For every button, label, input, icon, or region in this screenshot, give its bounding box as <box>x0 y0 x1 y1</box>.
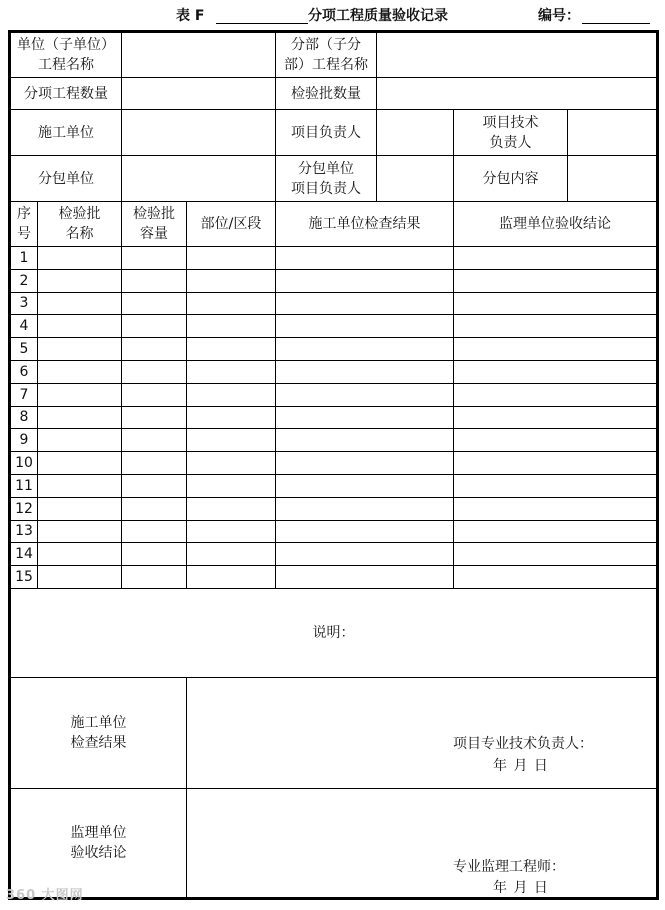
row-cell[interactable] <box>122 383 187 406</box>
number-label: 编号： <box>538 8 580 24</box>
row-cell[interactable] <box>122 520 187 543</box>
item-count-value[interactable] <box>122 78 276 110</box>
page-title: 分项工程质量验收记录 <box>308 8 448 24</box>
contractor-check-label: 施工单位 检查结果 <box>10 677 187 788</box>
row-cell[interactable] <box>187 497 276 520</box>
row-number: 10 <box>10 452 38 475</box>
row-number: 1 <box>10 247 38 270</box>
notes-cell[interactable] <box>10 588 658 677</box>
row-cell[interactable] <box>187 383 276 406</box>
row-number: 2 <box>10 269 38 292</box>
row-number: 14 <box>10 543 38 566</box>
row-cell[interactable] <box>454 452 658 475</box>
row-cell[interactable] <box>122 543 187 566</box>
supervision-check-label: 监理单位 验收结论 <box>10 788 187 898</box>
table-row <box>10 269 658 292</box>
sub-content-value[interactable] <box>568 156 658 202</box>
subcontractor-value[interactable] <box>122 156 276 202</box>
row-cell[interactable] <box>122 338 187 361</box>
quantity-row <box>10 78 658 110</box>
row-cell[interactable] <box>276 247 454 270</box>
inspection-form-table <box>8 30 659 900</box>
table-row <box>10 474 658 497</box>
row-cell[interactable] <box>454 247 658 270</box>
table-row <box>10 429 658 452</box>
row-cell[interactable] <box>187 429 276 452</box>
sub-manager-label: 分包单位 项目负责人 <box>276 156 377 202</box>
batch-count-value[interactable] <box>377 78 658 110</box>
row-number: 6 <box>10 360 38 383</box>
row-cell[interactable] <box>454 520 658 543</box>
row-cell[interactable] <box>187 452 276 475</box>
row-cell[interactable] <box>276 360 454 383</box>
row-cell[interactable] <box>38 315 122 338</box>
row-cell[interactable] <box>276 406 454 429</box>
row-cell[interactable] <box>122 360 187 383</box>
table-row <box>10 543 658 566</box>
row-cell[interactable] <box>122 406 187 429</box>
col-supervision-conclusion: 监理单位验收结论 <box>454 202 658 247</box>
title-underline <box>216 8 308 24</box>
subcontractor-label: 分包单位 <box>10 156 122 202</box>
row-cell[interactable] <box>276 474 454 497</box>
table-row <box>10 360 658 383</box>
row-cell[interactable] <box>276 429 454 452</box>
row-cell[interactable] <box>187 360 276 383</box>
row-cell[interactable] <box>454 497 658 520</box>
row-cell[interactable] <box>122 429 187 452</box>
subcontractor-row <box>10 156 658 202</box>
division-project-name-value[interactable] <box>377 32 658 78</box>
row-cell[interactable] <box>38 497 122 520</box>
contractor-value[interactable] <box>122 110 276 156</box>
row-cell[interactable] <box>38 520 122 543</box>
table-row <box>10 520 658 543</box>
row-cell[interactable] <box>38 247 122 270</box>
table-row <box>10 406 658 429</box>
row-cell[interactable] <box>122 292 187 315</box>
project-manager-label: 项目负责人 <box>276 110 377 156</box>
row-number: 5 <box>10 338 38 361</box>
row-cell[interactable] <box>187 247 276 270</box>
table-row <box>10 566 658 589</box>
row-cell[interactable] <box>122 474 187 497</box>
notes-label: 说明： <box>312 624 355 641</box>
row-cell[interactable] <box>38 292 122 315</box>
number-field[interactable] <box>582 8 650 24</box>
unit-project-name-label: 单位（子单位） 工程名称 <box>10 32 122 78</box>
col-check-result: 施工单位检查结果 <box>276 202 454 247</box>
contractor-signer-label: 项目专业技术负责人： <box>453 735 593 752</box>
row-number: 8 <box>10 406 38 429</box>
contractor-check-row <box>10 677 658 788</box>
row-cell[interactable] <box>38 406 122 429</box>
project-name-row <box>10 32 658 78</box>
row-cell[interactable] <box>38 383 122 406</box>
unit-project-name-value[interactable] <box>122 32 276 78</box>
table-row <box>10 292 658 315</box>
row-number: 9 <box>10 429 38 452</box>
row-cell[interactable] <box>276 452 454 475</box>
row-cell[interactable] <box>454 338 658 361</box>
row-number: 13 <box>10 520 38 543</box>
row-cell[interactable] <box>187 543 276 566</box>
supervision-signer-label: 专业监理工程师： <box>453 858 565 875</box>
row-cell[interactable] <box>38 269 122 292</box>
row-number: 7 <box>10 383 38 406</box>
row-cell[interactable] <box>38 566 122 589</box>
table-row <box>10 315 658 338</box>
row-cell[interactable] <box>38 543 122 566</box>
row-cell[interactable] <box>454 474 658 497</box>
row-cell[interactable] <box>276 269 454 292</box>
contractor-check-area[interactable] <box>187 677 658 788</box>
contractor-row <box>10 110 658 156</box>
row-cell[interactable] <box>454 292 658 315</box>
table-row <box>10 383 658 406</box>
project-manager-value[interactable] <box>377 110 454 156</box>
sub-manager-value[interactable] <box>377 156 454 202</box>
tech-lead-value[interactable] <box>568 110 658 156</box>
row-cell[interactable] <box>38 452 122 475</box>
row-cell[interactable] <box>187 520 276 543</box>
row-cell[interactable] <box>276 338 454 361</box>
col-batch-capacity: 检验批 容量 <box>122 202 187 247</box>
column-header-row <box>10 202 658 247</box>
row-cell[interactable] <box>454 429 658 452</box>
table-row <box>10 497 658 520</box>
table-number: 表 F <box>176 8 205 24</box>
row-cell[interactable] <box>454 360 658 383</box>
row-cell[interactable] <box>276 383 454 406</box>
division-project-name-label: 分部（子分 部）工程名称 <box>276 32 377 78</box>
row-cell[interactable] <box>122 315 187 338</box>
row-cell[interactable] <box>187 338 276 361</box>
row-cell[interactable] <box>276 520 454 543</box>
col-batch-name: 检验批 名称 <box>38 202 122 247</box>
supervision-sign-date: 年 月 日 <box>493 879 548 896</box>
row-cell[interactable] <box>454 543 658 566</box>
supervision-check-row <box>10 788 658 898</box>
row-cell[interactable] <box>187 406 276 429</box>
row-cell[interactable] <box>454 315 658 338</box>
row-cell[interactable] <box>187 315 276 338</box>
row-cell[interactable] <box>122 566 187 589</box>
row-number: 4 <box>10 315 38 338</box>
row-cell[interactable] <box>276 292 454 315</box>
notes-row <box>10 588 658 677</box>
row-cell[interactable] <box>276 543 454 566</box>
row-cell[interactable] <box>276 566 454 589</box>
col-section: 部位/区段 <box>187 202 276 247</box>
row-number: 3 <box>10 292 38 315</box>
row-cell[interactable] <box>187 292 276 315</box>
row-cell[interactable] <box>38 474 122 497</box>
row-cell[interactable] <box>122 452 187 475</box>
row-cell[interactable] <box>187 269 276 292</box>
row-number: 12 <box>10 497 38 520</box>
tech-lead-label: 项目技术 负责人 <box>454 110 568 156</box>
table-row <box>10 338 658 361</box>
row-cell[interactable] <box>38 360 122 383</box>
item-count-label: 分项工程数量 <box>10 78 122 110</box>
row-cell[interactable] <box>38 338 122 361</box>
watermark: 360 大图网 <box>6 888 84 903</box>
row-cell[interactable] <box>454 383 658 406</box>
row-cell[interactable] <box>454 269 658 292</box>
row-cell[interactable] <box>454 406 658 429</box>
col-seq: 序 号 <box>10 202 38 247</box>
row-cell[interactable] <box>276 315 454 338</box>
row-cell[interactable] <box>122 247 187 270</box>
table-row <box>10 452 658 475</box>
table-row <box>10 247 658 270</box>
sub-content-label: 分包内容 <box>454 156 568 202</box>
row-cell[interactable] <box>122 269 187 292</box>
row-number: 15 <box>10 566 38 589</box>
row-cell[interactable] <box>122 497 187 520</box>
row-cell[interactable] <box>38 429 122 452</box>
row-number: 11 <box>10 474 38 497</box>
contractor-label: 施工单位 <box>10 110 122 156</box>
supervision-check-area[interactable] <box>187 788 658 898</box>
row-cell[interactable] <box>187 566 276 589</box>
row-cell[interactable] <box>454 566 658 589</box>
row-cell[interactable] <box>187 474 276 497</box>
contractor-sign-date: 年 月 日 <box>493 757 548 774</box>
batch-count-label: 检验批数量 <box>276 78 377 110</box>
row-cell[interactable] <box>276 497 454 520</box>
